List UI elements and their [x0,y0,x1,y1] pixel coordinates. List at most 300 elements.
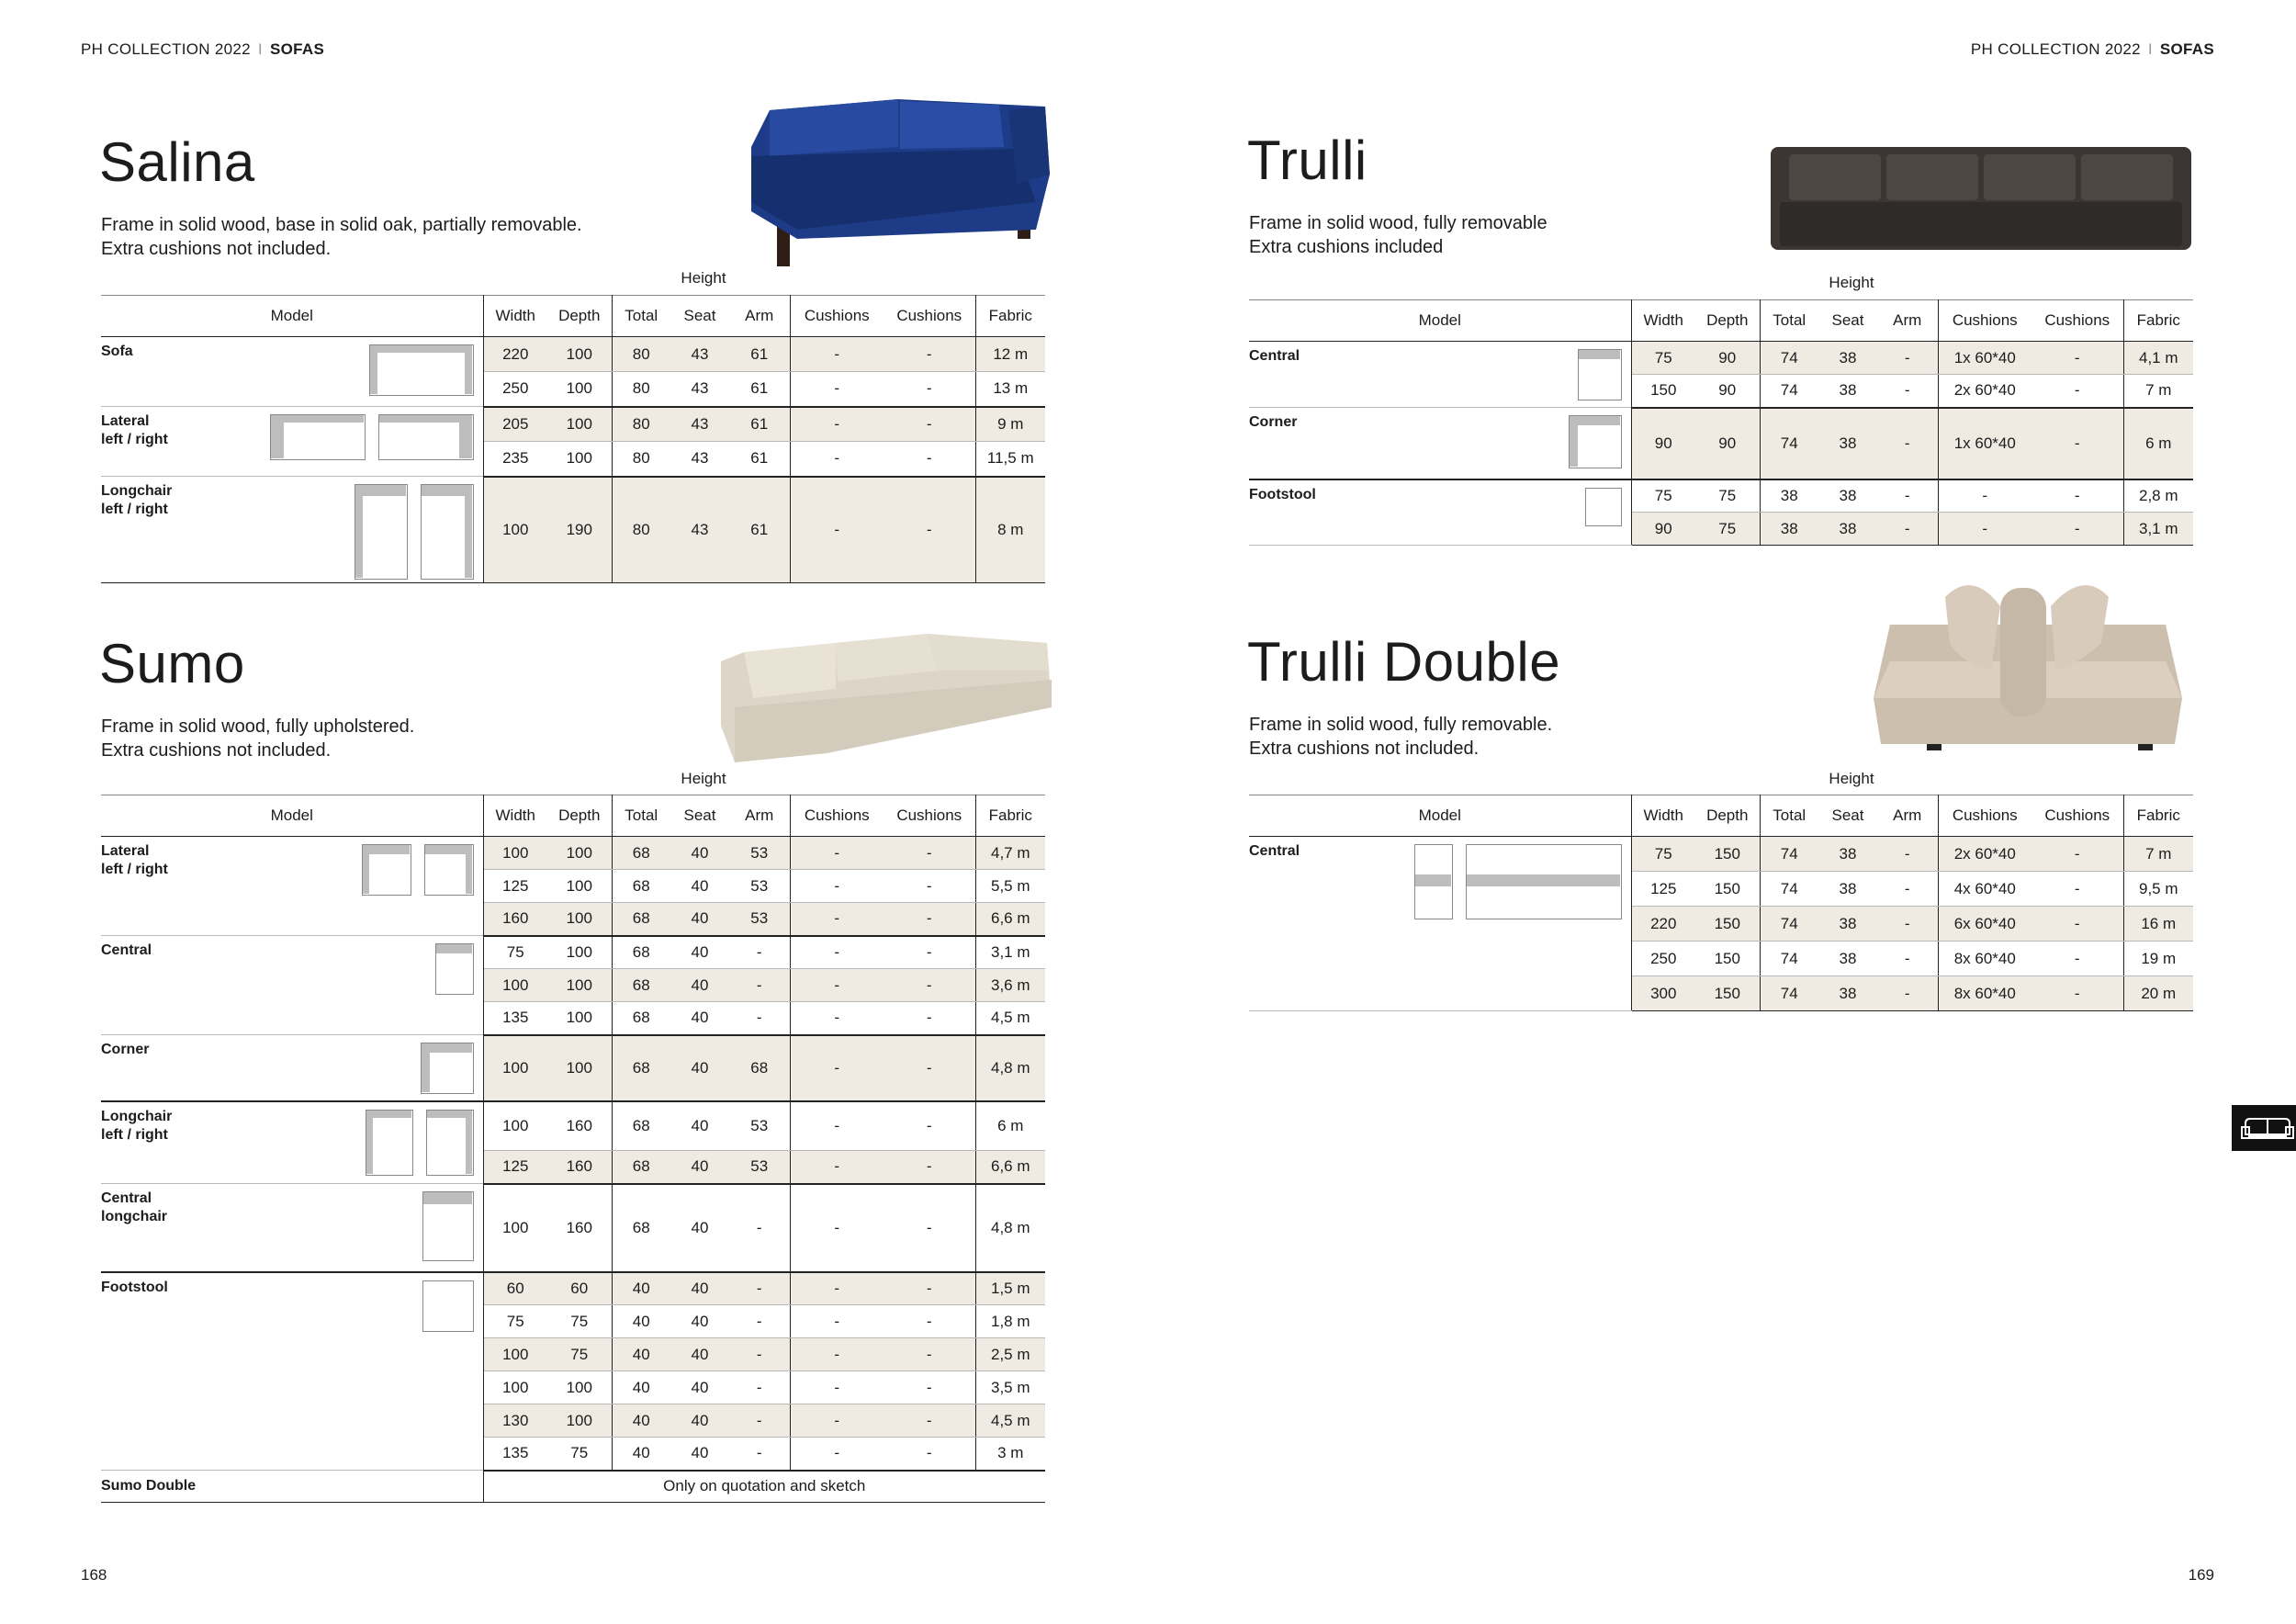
cell-total: 68 [612,969,670,1002]
cell-cushions: 1x 60*40 [1938,342,2032,375]
cell-fabric: 3 m [975,1438,1045,1471]
cell-arm: - [1877,837,1938,872]
cell-seat: 40 [670,903,729,936]
col-cushions: Cushions [1938,795,2032,837]
cell-cushions: - [884,903,975,936]
table-row [101,337,1045,372]
cell-arm: - [1877,976,1938,1011]
model-subname: left / right [101,862,168,877]
cell-fabric: 3,5 m [975,1371,1045,1404]
footstool-module-icon [1585,488,1622,526]
cell-depth: 100 [547,837,612,870]
cell-seat: 43 [670,442,729,477]
cell-cushions: - [884,1101,975,1151]
product-title-sumo: Sumo [99,633,245,694]
model-name: Corner [101,1042,150,1057]
cell-width: 100 [483,1101,547,1151]
module-icons [421,1043,474,1094]
sofas-tab-button[interactable] [2232,1105,2296,1151]
cell-cushions: - [884,337,975,372]
cell-seat: 43 [670,477,729,583]
model-name: Footstool [101,1279,168,1295]
cell-arm: 68 [729,1035,790,1101]
module-icons [1585,488,1622,526]
cell-width: 75 [1631,837,1695,872]
cell-cushions: - [884,1184,975,1272]
salina-table [101,295,1045,583]
cell-cushions: - [790,1151,884,1184]
cell-total: 38 [1760,513,1818,546]
cell-cushions: - [790,442,884,477]
cell-total: 68 [612,1002,670,1035]
cell-cushions: - [2032,907,2123,942]
product-desc-salina: Frame in solid wood, base in solid oak, partially removable. Extra cushions not included. [101,215,582,259]
cell-cushions: - [790,936,884,969]
cell-width: 100 [483,1371,547,1404]
table-row [101,1272,1045,1305]
cell-total: 74 [1760,976,1818,1011]
lateral-right-module-icon [424,844,474,896]
cell-cushions: - [790,870,884,903]
cell-arm: - [729,1371,790,1404]
col-total: Total [612,795,670,837]
sofa-module-icon [369,344,474,396]
cell-cushions: - [790,969,884,1002]
cell-cushions: - [884,1438,975,1471]
cell-width: 60 [483,1272,547,1305]
cell-depth: 160 [547,1184,612,1272]
cell-total: 40 [612,1371,670,1404]
col-seat: Seat [1818,300,1877,342]
cell-arm: 53 [729,837,790,870]
table-row [101,477,1045,583]
model-name: Sumo Double [101,1478,197,1494]
cell-seat: 40 [670,870,729,903]
cell-depth: 190 [547,477,612,583]
cell-total: 74 [1760,907,1818,942]
cell-seat: 40 [670,1101,729,1151]
col-depth: Depth [1695,300,1760,342]
cell-seat: 43 [670,372,729,407]
cell-total: 74 [1760,942,1818,976]
cell-fabric: 6 m [2123,408,2193,479]
cell-cushions: - [884,837,975,870]
module-icons [1414,844,1622,919]
cell-fabric: 7 m [2123,837,2193,872]
product-title-salina: Salina [99,131,255,193]
cell-depth: 90 [1695,408,1760,479]
model-subname: longchair [101,1209,168,1224]
cell-depth: 100 [547,1371,612,1404]
cell-depth: 75 [547,1438,612,1471]
cell-arm: - [729,1272,790,1305]
cell-width: 205 [483,407,547,442]
col-width: Width [1631,795,1695,837]
cell-total: 68 [612,870,670,903]
cell-width: 130 [483,1404,547,1438]
cell-total: 68 [612,1151,670,1184]
collection-label: PH COLLECTION 2022 [81,40,251,58]
model-cell [101,1035,483,1101]
cell-cushions: - [2032,375,2123,408]
cell-seat: 38 [1818,408,1877,479]
cell-width: 75 [483,1305,547,1338]
cell-depth: 100 [547,903,612,936]
cell-seat: 40 [670,1371,729,1404]
cell-cushions: - [790,477,884,583]
cell-depth: 100 [547,936,612,969]
cell-width: 100 [483,477,547,583]
cell-width: 75 [1631,342,1695,375]
col-arm: Arm [729,296,790,337]
cell-fabric: 9 m [975,407,1045,442]
cell-cushions: - [790,1338,884,1371]
cell-depth: 100 [547,337,612,372]
cell-cushions: - [790,1035,884,1101]
cell-arm: - [729,1184,790,1272]
product-title-trulli-double: Trulli Double [1247,631,1561,693]
cell-fabric: 6,6 m [975,1151,1045,1184]
sumo-table [101,795,1045,1503]
col-width: Width [483,296,547,337]
cell-depth: 75 [1695,479,1760,513]
cell-arm: - [729,1305,790,1338]
col-total: Total [612,296,670,337]
cell-cushions: - [790,1371,884,1404]
cell-depth: 90 [1695,342,1760,375]
module-icons [369,344,474,396]
model-cell [1249,342,1631,408]
longchair-left-module-icon [366,1110,413,1176]
cell-width: 75 [483,936,547,969]
table-row [1249,837,2193,872]
cell-cushions: - [790,337,884,372]
page-number-left: 168 [81,1566,107,1584]
lateral-left-module-icon [270,414,366,460]
header-left: PH COLLECTION 2022 I SOFAS [81,40,325,58]
header-right: PH COLLECTION 2022 I SOFAS [1970,40,2214,58]
model-name: Central [101,1190,152,1206]
cell-cushions: - [790,407,884,442]
module-icons [422,1191,474,1261]
model-name: Longchair [101,1108,173,1124]
cell-cushions: - [884,1151,975,1184]
cell-fabric: 16 m [2123,907,2193,942]
cell-seat: 38 [1818,342,1877,375]
salina-sofa-photo [742,92,1054,272]
cell-depth: 100 [547,1404,612,1438]
cell-cushions: 2x 60*40 [1938,837,2032,872]
cell-depth: 75 [547,1305,612,1338]
table-row [101,936,1045,969]
cell-depth: 100 [547,372,612,407]
cell-fabric: 4,7 m [975,837,1045,870]
model-cell [101,407,483,477]
cell-arm: 53 [729,903,790,936]
cell-cushions: - [2032,342,2123,375]
cell-total: 68 [612,837,670,870]
cell-cushions: - [2032,837,2123,872]
cell-cushions: - [790,1002,884,1035]
cell-fabric: 9,5 m [2123,872,2193,907]
model-subname: left / right [101,1126,168,1143]
cell-seat: 38 [1818,837,1877,872]
quotation-note: Only on quotation and sketch [483,1471,1045,1503]
cell-seat: 40 [670,1035,729,1101]
cell-total: 80 [612,442,670,477]
model-cell [1249,837,1631,1011]
cell-total: 38 [1760,479,1818,513]
cell-total: 68 [612,936,670,969]
height-label: Height [1829,274,1874,291]
model-name: Lateral [101,843,150,859]
cell-arm: - [1877,942,1938,976]
cell-cushions: - [884,1404,975,1438]
model-name: Longchair [101,483,173,499]
cell-seat: 40 [670,1305,729,1338]
table-row [101,1184,1045,1272]
col-arm: Arm [1877,795,1938,837]
corner-module-icon [1569,415,1622,468]
col-seat: Seat [670,296,729,337]
cell-cushions: - [790,1305,884,1338]
cell-fabric: 3,1 m [975,936,1045,969]
cell-cushions: - [884,1371,975,1404]
cell-cushions: - [884,477,975,583]
cell-cushions: - [2032,872,2123,907]
table-row [1249,408,2193,479]
cell-fabric: 20 m [2123,976,2193,1011]
cell-fabric: 19 m [2123,942,2193,976]
cell-width: 90 [1631,513,1695,546]
cell-depth: 150 [1695,837,1760,872]
cell-arm: - [729,969,790,1002]
col-depth: Depth [547,296,612,337]
cell-total: 74 [1760,837,1818,872]
cell-depth: 100 [547,442,612,477]
trulli-sofa-photo [1771,138,2191,255]
module-icons [422,1280,474,1332]
cell-fabric: 3,1 m [2123,513,2193,546]
cell-arm: - [1877,342,1938,375]
longchair-right-module-icon [426,1110,474,1176]
section-label: SOFAS [2159,40,2214,58]
col-depth: Depth [1695,795,1760,837]
model-cell [101,1184,483,1272]
cell-depth: 100 [547,1035,612,1101]
cell-arm: - [1877,375,1938,408]
cell-total: 80 [612,407,670,442]
model-cell [101,1101,483,1184]
product-desc-trulli: Frame in solid wood, fully removable Extra cushions included [1249,213,1548,257]
col-width: Width [483,795,547,837]
col-model: Model [101,795,483,837]
height-label: Height [681,770,726,787]
col-fabric: Fabric [975,795,1045,837]
cell-width: 220 [1631,907,1695,942]
cell-seat: 40 [670,837,729,870]
cell-cushions: - [884,442,975,477]
cell-width: 100 [483,1035,547,1101]
cell-arm: - [729,936,790,969]
cell-seat: 38 [1818,513,1877,546]
cell-cushions: - [790,1438,884,1471]
cell-fabric: 4,1 m [2123,342,2193,375]
cell-fabric: 4,5 m [975,1002,1045,1035]
double-module-icon [1414,844,1453,919]
cell-total: 40 [612,1338,670,1371]
model-name: Corner [1249,414,1298,430]
model-cell [101,477,483,583]
cell-arm: - [1877,513,1938,546]
central-module-icon [1578,349,1622,400]
sofa-icon [2240,1114,2295,1142]
col-cushions: Cushions [790,795,884,837]
cell-cushions: - [790,903,884,936]
cell-arm: 61 [729,372,790,407]
module-icons [1569,415,1622,468]
cell-fabric: 6 m [975,1101,1045,1151]
cell-depth: 100 [547,969,612,1002]
col-fabric: Fabric [2123,300,2193,342]
table-row [101,1035,1045,1101]
longchair-right-module-icon [421,484,474,580]
cell-total: 74 [1760,342,1818,375]
col-total: Total [1760,795,1818,837]
cell-cushions: - [884,407,975,442]
cell-fabric: 13 m [975,372,1045,407]
cell-total: 40 [612,1438,670,1471]
central-module-icon [422,1191,474,1261]
cell-seat: 38 [1818,872,1877,907]
col-arm: Arm [729,795,790,837]
cell-arm: 53 [729,1151,790,1184]
cell-depth: 150 [1695,872,1760,907]
col-cushions: Cushions [2032,300,2123,342]
cell-fabric: 3,6 m [975,969,1045,1002]
cell-total: 40 [612,1404,670,1438]
cell-arm: 61 [729,337,790,372]
cell-width: 125 [483,870,547,903]
cell-cushions: - [884,969,975,1002]
model-name: Central [1249,348,1300,364]
model-name: Central [101,942,152,958]
col-depth: Depth [547,795,612,837]
cell-fabric: 7 m [2123,375,2193,408]
cell-seat: 43 [670,407,729,442]
cell-depth: 75 [547,1338,612,1371]
cell-seat: 40 [670,1184,729,1272]
cell-total: 74 [1760,408,1818,479]
table-row [101,837,1045,870]
cell-cushions: - [790,1272,884,1305]
cell-arm: - [729,1404,790,1438]
cell-arm: - [1877,408,1938,479]
table-row [1249,479,2193,513]
cell-fabric: 2,8 m [2123,479,2193,513]
cell-cushions: 2x 60*40 [1938,375,2032,408]
cell-depth: 75 [1695,513,1760,546]
cell-cushions: - [884,1305,975,1338]
cell-arm: - [729,1438,790,1471]
cell-cushions: 4x 60*40 [1938,872,2032,907]
cell-cushions: - [790,372,884,407]
cell-arm: 61 [729,442,790,477]
cell-fabric: 4,8 m [975,1035,1045,1101]
cell-seat: 43 [670,337,729,372]
cell-total: 68 [612,1101,670,1151]
cell-cushions: - [790,1404,884,1438]
cell-cushions: - [1938,479,2032,513]
cell-arm: - [1877,907,1938,942]
col-model: Model [1249,795,1631,837]
cell-width: 135 [483,1438,547,1471]
cell-width: 100 [483,969,547,1002]
height-label: Height [681,269,726,287]
cell-width: 160 [483,903,547,936]
cell-total: 80 [612,372,670,407]
cell-arm: - [729,1338,790,1371]
cell-cushions: - [884,1272,975,1305]
cell-seat: 40 [670,1002,729,1035]
cell-depth: 150 [1695,976,1760,1011]
cell-seat: 38 [1818,375,1877,408]
cell-width: 300 [1631,976,1695,1011]
cell-arm: 53 [729,1101,790,1151]
col-cushions: Cushions [2032,795,2123,837]
cell-total: 80 [612,337,670,372]
cell-cushions: - [884,372,975,407]
cell-arm: - [729,1002,790,1035]
cell-total: 74 [1760,872,1818,907]
col-cushions: Cushions [790,296,884,337]
cell-total: 74 [1760,375,1818,408]
cell-fabric: 1,5 m [975,1272,1045,1305]
double-module-row-icon [1466,844,1622,919]
height-label: Height [1829,770,1874,787]
cell-depth: 60 [547,1272,612,1305]
model-cell [101,337,483,407]
cell-width: 125 [1631,872,1695,907]
cell-cushions: - [884,1035,975,1101]
cell-seat: 40 [670,1338,729,1371]
cell-arm: - [1877,479,1938,513]
lateral-left-module-icon [362,844,411,896]
cell-seat: 40 [670,1272,729,1305]
module-icons [1578,349,1622,400]
section-label: SOFAS [269,40,325,58]
module-icons [355,484,474,580]
table-row [101,407,1045,442]
cell-width: 250 [483,372,547,407]
product-desc-sumo: Frame in solid wood, fully upholstered. Extra cushions not included. [101,716,415,761]
cell-width: 135 [483,1002,547,1035]
cell-width: 235 [483,442,547,477]
cell-seat: 40 [670,969,729,1002]
model-cell [101,837,483,936]
cell-seat: 38 [1818,976,1877,1011]
cell-width: 100 [483,1338,547,1371]
trulli-double-table [1249,795,2193,1011]
cell-width: 90 [1631,408,1695,479]
cell-fabric: 11,5 m [975,442,1045,477]
product-title-trulli: Trulli [1247,130,1367,191]
cell-cushions: 8x 60*40 [1938,942,2032,976]
cell-depth: 160 [547,1151,612,1184]
col-fabric: Fabric [975,296,1045,337]
cell-fabric: 2,5 m [975,1338,1045,1371]
cell-width: 250 [1631,942,1695,976]
